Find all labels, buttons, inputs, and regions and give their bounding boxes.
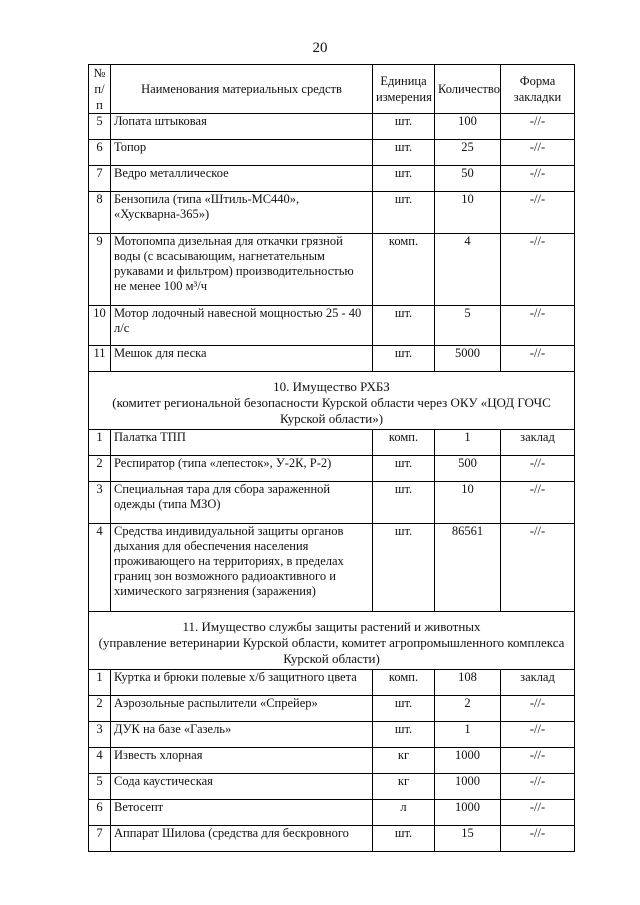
row-num: 6 (89, 140, 111, 166)
row-form: -//- (501, 166, 575, 192)
row-name: ДУК на базе «Газель» (111, 722, 373, 748)
row-name: Куртка и брюки полевые х/б защитного цвета (111, 670, 373, 696)
row-qty: 5 (435, 306, 501, 346)
row-qty: 10 (435, 192, 501, 234)
section-subtitle: (управление ветеринарии Курской области, комитет агропромышленного комплекса Курской области) (98, 634, 565, 666)
section-header (89, 372, 575, 430)
row-name: Респиратор (типа «лепесток», У-2К, Р-2) (111, 456, 373, 482)
row-unit: шт. (373, 166, 435, 192)
table-row (89, 696, 575, 722)
row-name: Мешок для песка (111, 346, 373, 372)
row-form: -//- (501, 114, 575, 140)
table-row (89, 456, 575, 482)
row-name: Топор (111, 140, 373, 166)
row-qty: 50 (435, 166, 501, 192)
row-unit: комп. (373, 430, 435, 456)
row-qty: 4 (435, 234, 501, 306)
row-form: -//- (501, 306, 575, 346)
row-form: -//- (501, 800, 575, 826)
table-header-row (89, 65, 575, 114)
row-qty: 2 (435, 696, 501, 722)
row-unit: кг (373, 774, 435, 800)
table-row (89, 748, 575, 774)
row-unit: шт. (373, 346, 435, 372)
row-qty: 108 (435, 670, 501, 696)
row-num: 1 (89, 430, 111, 456)
row-form: -//- (501, 234, 575, 306)
table-row (89, 192, 575, 234)
row-name: Ведро металлическое (111, 166, 373, 192)
row-unit: комп. (373, 234, 435, 306)
table-row (89, 346, 575, 372)
row-form: -//- (501, 524, 575, 612)
row-unit: шт. (373, 826, 435, 852)
row-name: Бензопила (типа «Штиль-МС440», «Хускварна-365») (111, 192, 373, 234)
row-num: 11 (89, 346, 111, 372)
table-row (89, 524, 575, 612)
row-name: Средства индивидуальной защиты органов дыхания для обеспечения населения проживающего на территориях, в пределах границ зон возможного радиоактивного и химического загрязнения (заражения) (111, 524, 373, 612)
row-qty: 1 (435, 722, 501, 748)
row-num: 10 (89, 306, 111, 346)
table-row (89, 306, 575, 346)
table-row (89, 722, 575, 748)
table-row (89, 140, 575, 166)
section-header (89, 612, 575, 670)
table-row (89, 800, 575, 826)
row-num: 4 (89, 748, 111, 774)
row-name: Известь хлорная (111, 748, 373, 774)
row-unit: шт. (373, 192, 435, 234)
row-name: Мотор лодочный навесной мощностью 25 - 40 л/с (111, 306, 373, 346)
row-form: -//- (501, 722, 575, 748)
section-10 (89, 372, 575, 430)
row-name: Мотопомпа дизельная для откачки грязной воды (с всасывающим, нагнетательным рукавами и фильтром) производительностью не менее 100 м³/ч (111, 234, 373, 306)
materials-table (88, 64, 575, 852)
page-number: 20 (312, 40, 328, 56)
row-num: 1 (89, 670, 111, 696)
header-form: Форма закладки (501, 65, 575, 114)
header-qty: Количество (435, 65, 501, 114)
row-form: -//- (501, 456, 575, 482)
row-num: 4 (89, 524, 111, 612)
table-row (89, 166, 575, 192)
row-qty: 10 (435, 482, 501, 524)
row-num: 7 (89, 826, 111, 852)
row-name: Ветосепт (111, 800, 373, 826)
section-11 (89, 612, 575, 670)
row-qty: 25 (435, 140, 501, 166)
row-unit: шт. (373, 482, 435, 524)
row-num: 8 (89, 192, 111, 234)
header-unit: Единица измерения (373, 65, 435, 114)
row-qty: 1000 (435, 800, 501, 826)
row-num: 3 (89, 722, 111, 748)
row-unit: шт. (373, 140, 435, 166)
row-qty: 1000 (435, 748, 501, 774)
row-unit: шт. (373, 456, 435, 482)
header-name: Наименования материальных средств (111, 65, 373, 114)
row-num: 2 (89, 456, 111, 482)
row-unit: шт. (373, 722, 435, 748)
section-title: 11. Имущество службы защиты растений и животных (182, 618, 481, 634)
table-row (89, 430, 575, 456)
row-num: 9 (89, 234, 111, 306)
table-row (89, 670, 575, 696)
header-num: № п/п (89, 65, 111, 114)
row-form: -//- (501, 346, 575, 372)
row-form: -//- (501, 482, 575, 524)
row-form: -//- (501, 192, 575, 234)
row-qty: 1000 (435, 774, 501, 800)
row-form: -//- (501, 774, 575, 800)
row-qty: 500 (435, 456, 501, 482)
table-row (89, 826, 575, 852)
row-num: 3 (89, 482, 111, 524)
table-row (89, 234, 575, 306)
row-qty: 86561 (435, 524, 501, 612)
row-qty: 1 (435, 430, 501, 456)
row-num: 7 (89, 166, 111, 192)
row-unit: шт. (373, 306, 435, 346)
row-unit: шт. (373, 114, 435, 140)
row-num: 5 (89, 114, 111, 140)
row-unit: шт. (373, 696, 435, 722)
row-form: -//- (501, 826, 575, 852)
row-form: -//- (501, 696, 575, 722)
row-num: 2 (89, 696, 111, 722)
row-num: 5 (89, 774, 111, 800)
row-name: Специальная тара для сбора зараженной одежды (типа МЗО) (111, 482, 373, 524)
row-unit: шт. (373, 524, 435, 612)
row-qty: 15 (435, 826, 501, 852)
table-row (89, 774, 575, 800)
row-name: Аппарат Шилова (средства для бескровного (111, 826, 373, 852)
row-name: Аэрозольные распылители «Спрейер» (111, 696, 373, 722)
row-unit: комп. (373, 670, 435, 696)
row-form: -//- (501, 140, 575, 166)
row-form: -//- (501, 748, 575, 774)
row-name: Лопата штыковая (111, 114, 373, 140)
row-name: Сода каустическая (111, 774, 373, 800)
row-unit: кг (373, 748, 435, 774)
section-subtitle: (комитет региональной безопасности Курской области через ОКУ «ЦОД ГОЧС Курской области») (112, 394, 551, 426)
row-num: 6 (89, 800, 111, 826)
row-name: Палатка ТПП (111, 430, 373, 456)
row-form: заклад (501, 670, 575, 696)
row-qty: 100 (435, 114, 501, 140)
section-title: 10. Имущество РХБЗ (273, 378, 390, 394)
table-row (89, 482, 575, 524)
table-row (89, 114, 575, 140)
row-form: заклад (501, 430, 575, 456)
row-unit: л (373, 800, 435, 826)
row-qty: 5000 (435, 346, 501, 372)
